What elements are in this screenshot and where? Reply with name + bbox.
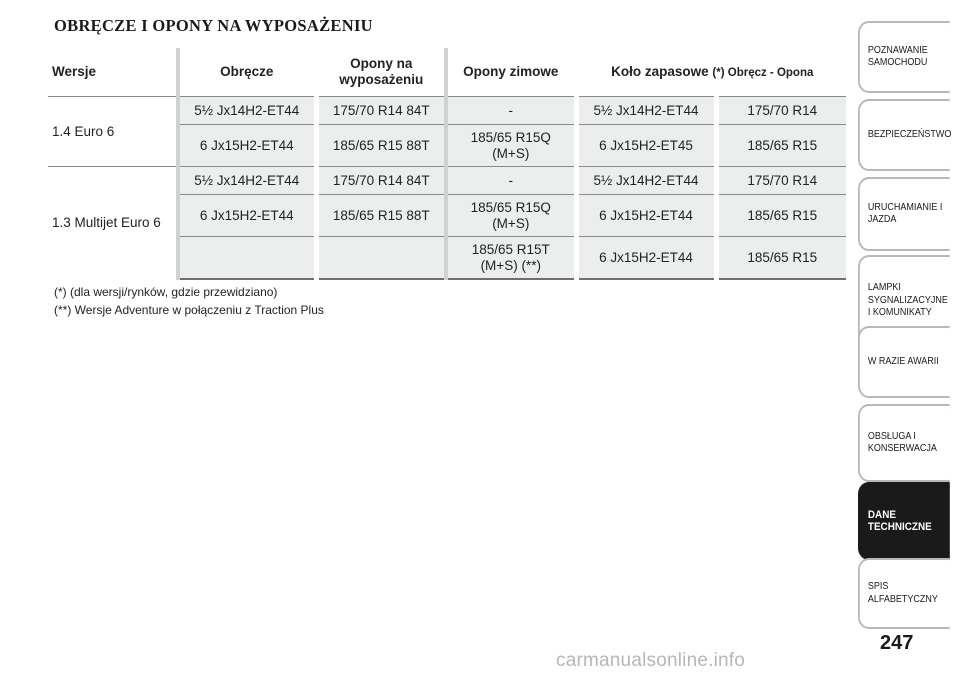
footnote-2: (**) Wersje Adventure w połączeniu z Traction Plus [54,303,324,317]
cell-opona [316,237,446,280]
cell-zap-opona: 185/65 R15 [716,237,846,280]
header-zimowe: Opony zimowe [446,48,576,97]
cell-zap-obrecz: 6 Jx15H2-ET44 [576,195,716,237]
cell-zimowa: 185/65 R15T (M+S) (**) [446,237,576,280]
wheels-tyres-table [48,48,846,280]
cell-obrecz: 5½ Jx14H2-ET44 [178,167,316,195]
cell-obrecz: 6 Jx15H2-ET44 [178,125,316,167]
tab-bezpieczenstwo[interactable]: BEZPIECZEŃSTWO [858,99,950,171]
tab-uruchamianie-i-jazda[interactable]: URUCHAMIANIE I JAZDA [858,177,950,251]
tab-dane-techniczne[interactable]: DANE TECHNICZNE [858,482,950,560]
cell-zimowa: - [446,167,576,195]
cell-zap-obrecz: 5½ Jx14H2-ET44 [576,97,716,125]
table-header-row [48,48,846,97]
tab-w-razie-awarii[interactable]: W RAZIE AWARII [858,326,950,398]
cell-zap-obrecz: 6 Jx15H2-ET45 [576,125,716,167]
page-number: 247 [880,632,914,654]
cell-opona: 185/65 R15 88T [316,195,446,237]
cell-zap-opona: 185/65 R15 [716,125,846,167]
tab-obsluga-i-konserwacja[interactable]: OBSŁUGA I KONSERWACJA [858,404,950,482]
chapter-sidebar [858,21,960,629]
header-kolo-zapasowe: Koło zapasowe (*) Obręcz - Opona [576,48,846,97]
header-obrecze: Obręcze [178,48,316,97]
cell-opona: 185/65 R15 88T [316,125,446,167]
cell-wersja: 1.4 Euro 6 [48,97,178,167]
tab-lampki-sygnalizacyjne[interactable]: LAMPKI SYGNALIZACYJNE I KOMUNIKATY [858,255,950,347]
cell-zap-opona: 185/65 R15 [716,195,846,237]
cell-zap-obrecz: 5½ Jx14H2-ET44 [576,167,716,195]
cell-zimowa: 185/65 R15Q (M+S) [446,195,576,237]
tab-poznawanie-samochodu[interactable]: POZNAWANIE SAMOCHODU [858,21,950,93]
cell-zimowa: 185/65 R15Q (M+S) [446,125,576,167]
page-title: OBRĘCZE I OPONY NA WYPOSAŻENIU [54,16,373,35]
table-row [48,97,846,125]
cell-obrecz [178,237,316,280]
cell-obrecz: 6 Jx15H2-ET44 [178,195,316,237]
footnote-1: (*) (dla wersji/rynków, gdzie przewidziano) [54,285,278,299]
header-opony: Opony na wyposażeniu [316,48,446,97]
cell-zap-opona: 175/70 R14 [716,97,846,125]
cell-obrecz: 5½ Jx14H2-ET44 [178,97,316,125]
cell-zap-opona: 175/70 R14 [716,167,846,195]
cell-opona: 175/70 R14 84T [316,97,446,125]
tab-spis-alfabetyczny[interactable]: SPIS ALFABETYCZNY [858,558,950,629]
cell-opona: 175/70 R14 84T [316,167,446,195]
cell-zap-obrecz: 6 Jx15H2-ET44 [576,237,716,280]
cell-wersja: 1.3 Multijet Euro 6 [48,167,178,280]
watermark: carmanualsonline.info [556,650,746,671]
footnotes [54,283,324,319]
table-row [48,167,846,195]
header-wersje: Wersje [48,48,178,97]
cell-zimowa: - [446,97,576,125]
